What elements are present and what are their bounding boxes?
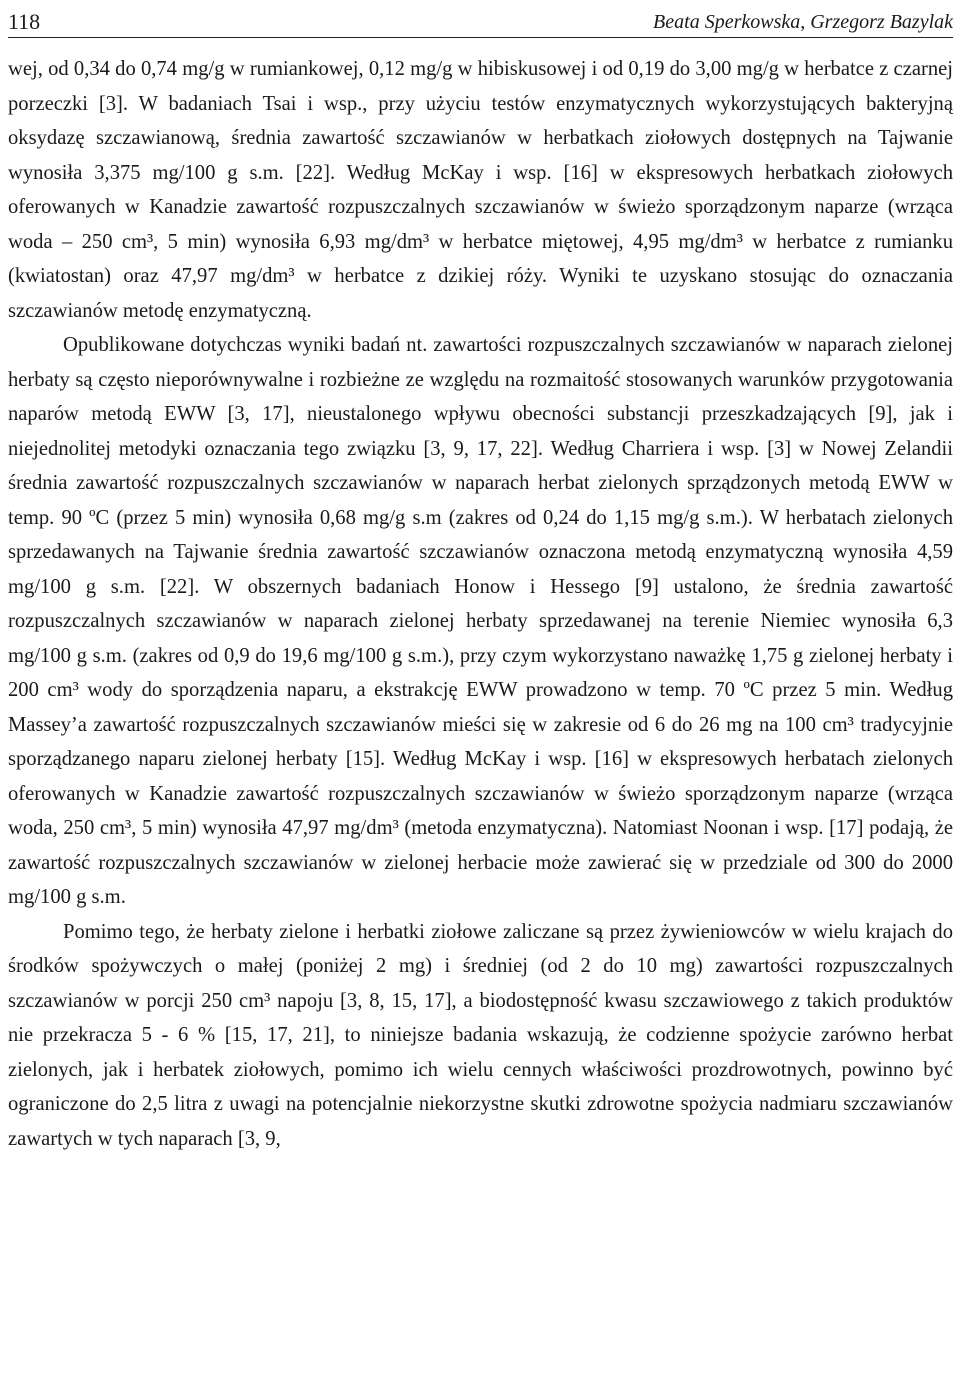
running-head-authors: Beata Sperkowska, Grzegorz Bazylak <box>653 11 953 33</box>
body-text <box>8 52 953 1156</box>
page-number: 118 <box>8 9 41 34</box>
paragraph-2: Opublikowane dotychczas wyniki badań nt. zawartości rozpuszczalnych szczawianów w naparach zielonej herbaty są często nieporównywalne i rozbieżne ze względu na rozmaitość stosowanych warunków przygotowania naparów metodą EWW [3, 17], nieustalonego wpływu obecności substancji przeszkadzających [9], jak i niejednolitej metodyki oznaczania tego związku [3, 9, 17, 22]. Według Charriera i wsp. [3] w Nowej Zelandii średnia zawartość rozpuszczalnych szczawianów w naparach herbat zielonych sprządzonych metodą EWW w temp. 90 ºC (przez 5 min) wynosiła 0,68 mg/g s.m (zakres od 0,24 do 1,15 mg/g s.m.). W herbatach zielonych sprzedawanych na Tajwanie średnia zawartość szczawianów oznaczona metodą enzymatyczną wynosiła 4,59 mg/100 g s.m. [22]. W obszernych badaniach Honow i Hessego [9] ustalono, że średnia zawartość rozpuszczalnych szczawianów w naparach zielonej herbaty sprzedawanej na terenie Niemiec wynosiła 6,3 mg/100 g s.m. (zakres od 0,9 do 19,6 mg/100 g s.m.), przy czym wykorzystano naważkę 1,75 g zielonej herbaty i 200 cm³ wody do sporządzenia naparu, a ekstrakcję EWW prowadzono w temp. 70 ºC przez 5 min. Według Massey’a zawartość rozpuszczalnych szczawianów mieści się w zakresie od 6 do 26 mg na 100 cm³ tradycyjnie sporządzanego naparu zielonej herbaty [15]. Według McKay i wsp. [16] w ekspresowych herbatach zielonych oferowanych w Kanadzie zawartość rozpuszczalnych szczawianów w świeżo sporządzonym naparze (wrząca woda, 250 cm³, 5 min) wynosiła 47,97 mg/dm³ (metoda enzymatyczna). Natomiast Noonan i wsp. [17] podają, że zawartość rozpuszczalnych szczawianów w zielonej herbacie może zawierać się w przedziale od 300 do 2000 mg/100 g s.m. <box>8 334 953 908</box>
paragraph-1: wej, od 0,34 do 0,74 mg/g w rumiankowej, 0,12 mg/g w hibiskusowej i od 0,19 do 3,00 mg/g w herbatce z czarnej porzeczki [3]. W badaniach Tsai i wsp., przy użyciu testów enzymatycznych wykorzystujących bakteryjną oksydazę szczawianową, średnia zawartość szczawianów w herbatkach ziołowych dostępnych na Tajwanie wynosiła 3,375 mg/100 g s.m. [22]. Według McKay i wsp. [16] w ekspresowych herbatkach ziołowych oferowanych w Kanadzie zawartość rozpuszczalnych szczawianów w świeżo sporządzonym naparze (wrząca woda – 250 cm³, 5 min) wynosiła 6,93 mg/dm³ w herbatce miętowej, 4,95 mg/dm³ w herbatce z rumianku (kwiatostan) oraz 47,97 mg/dm³ w herbatce z dzikiej róży. Wyniki te uzyskano stosując do oznaczania szczawianów metodę enzymatyczną. <box>8 58 953 322</box>
running-header <box>8 0 953 38</box>
paragraph-3: Pomimo tego, że herbaty zielone i herbatki ziołowe zaliczane są przez żywieniowców w wielu krajach do środków spożywczych o małej (poniżej 2 mg) i średniej (od 2 do 10 mg) zawartości rozpuszczalnych szczawianów w porcji 250 cm³ napoju [3, 8, 15, 17], a biodostępność kwasu szczawiowego z takich produktów nie przekracza 5 - 6 % [15, 17, 21], to niniejsze badania wskazują, że codzienne spożycie zarówno herbat zielonych, jak i herbatek ziołowych, pomimo ich wielu cennych właściwości prozdrowotnych, powinno być ograniczone do 2,5 litra z uwagi na potencjalnie niekorzystne skutki zdrowotne spożycia nadmiaru szczawianów zawartych w tych naparach [3, 9, <box>8 920 953 1150</box>
